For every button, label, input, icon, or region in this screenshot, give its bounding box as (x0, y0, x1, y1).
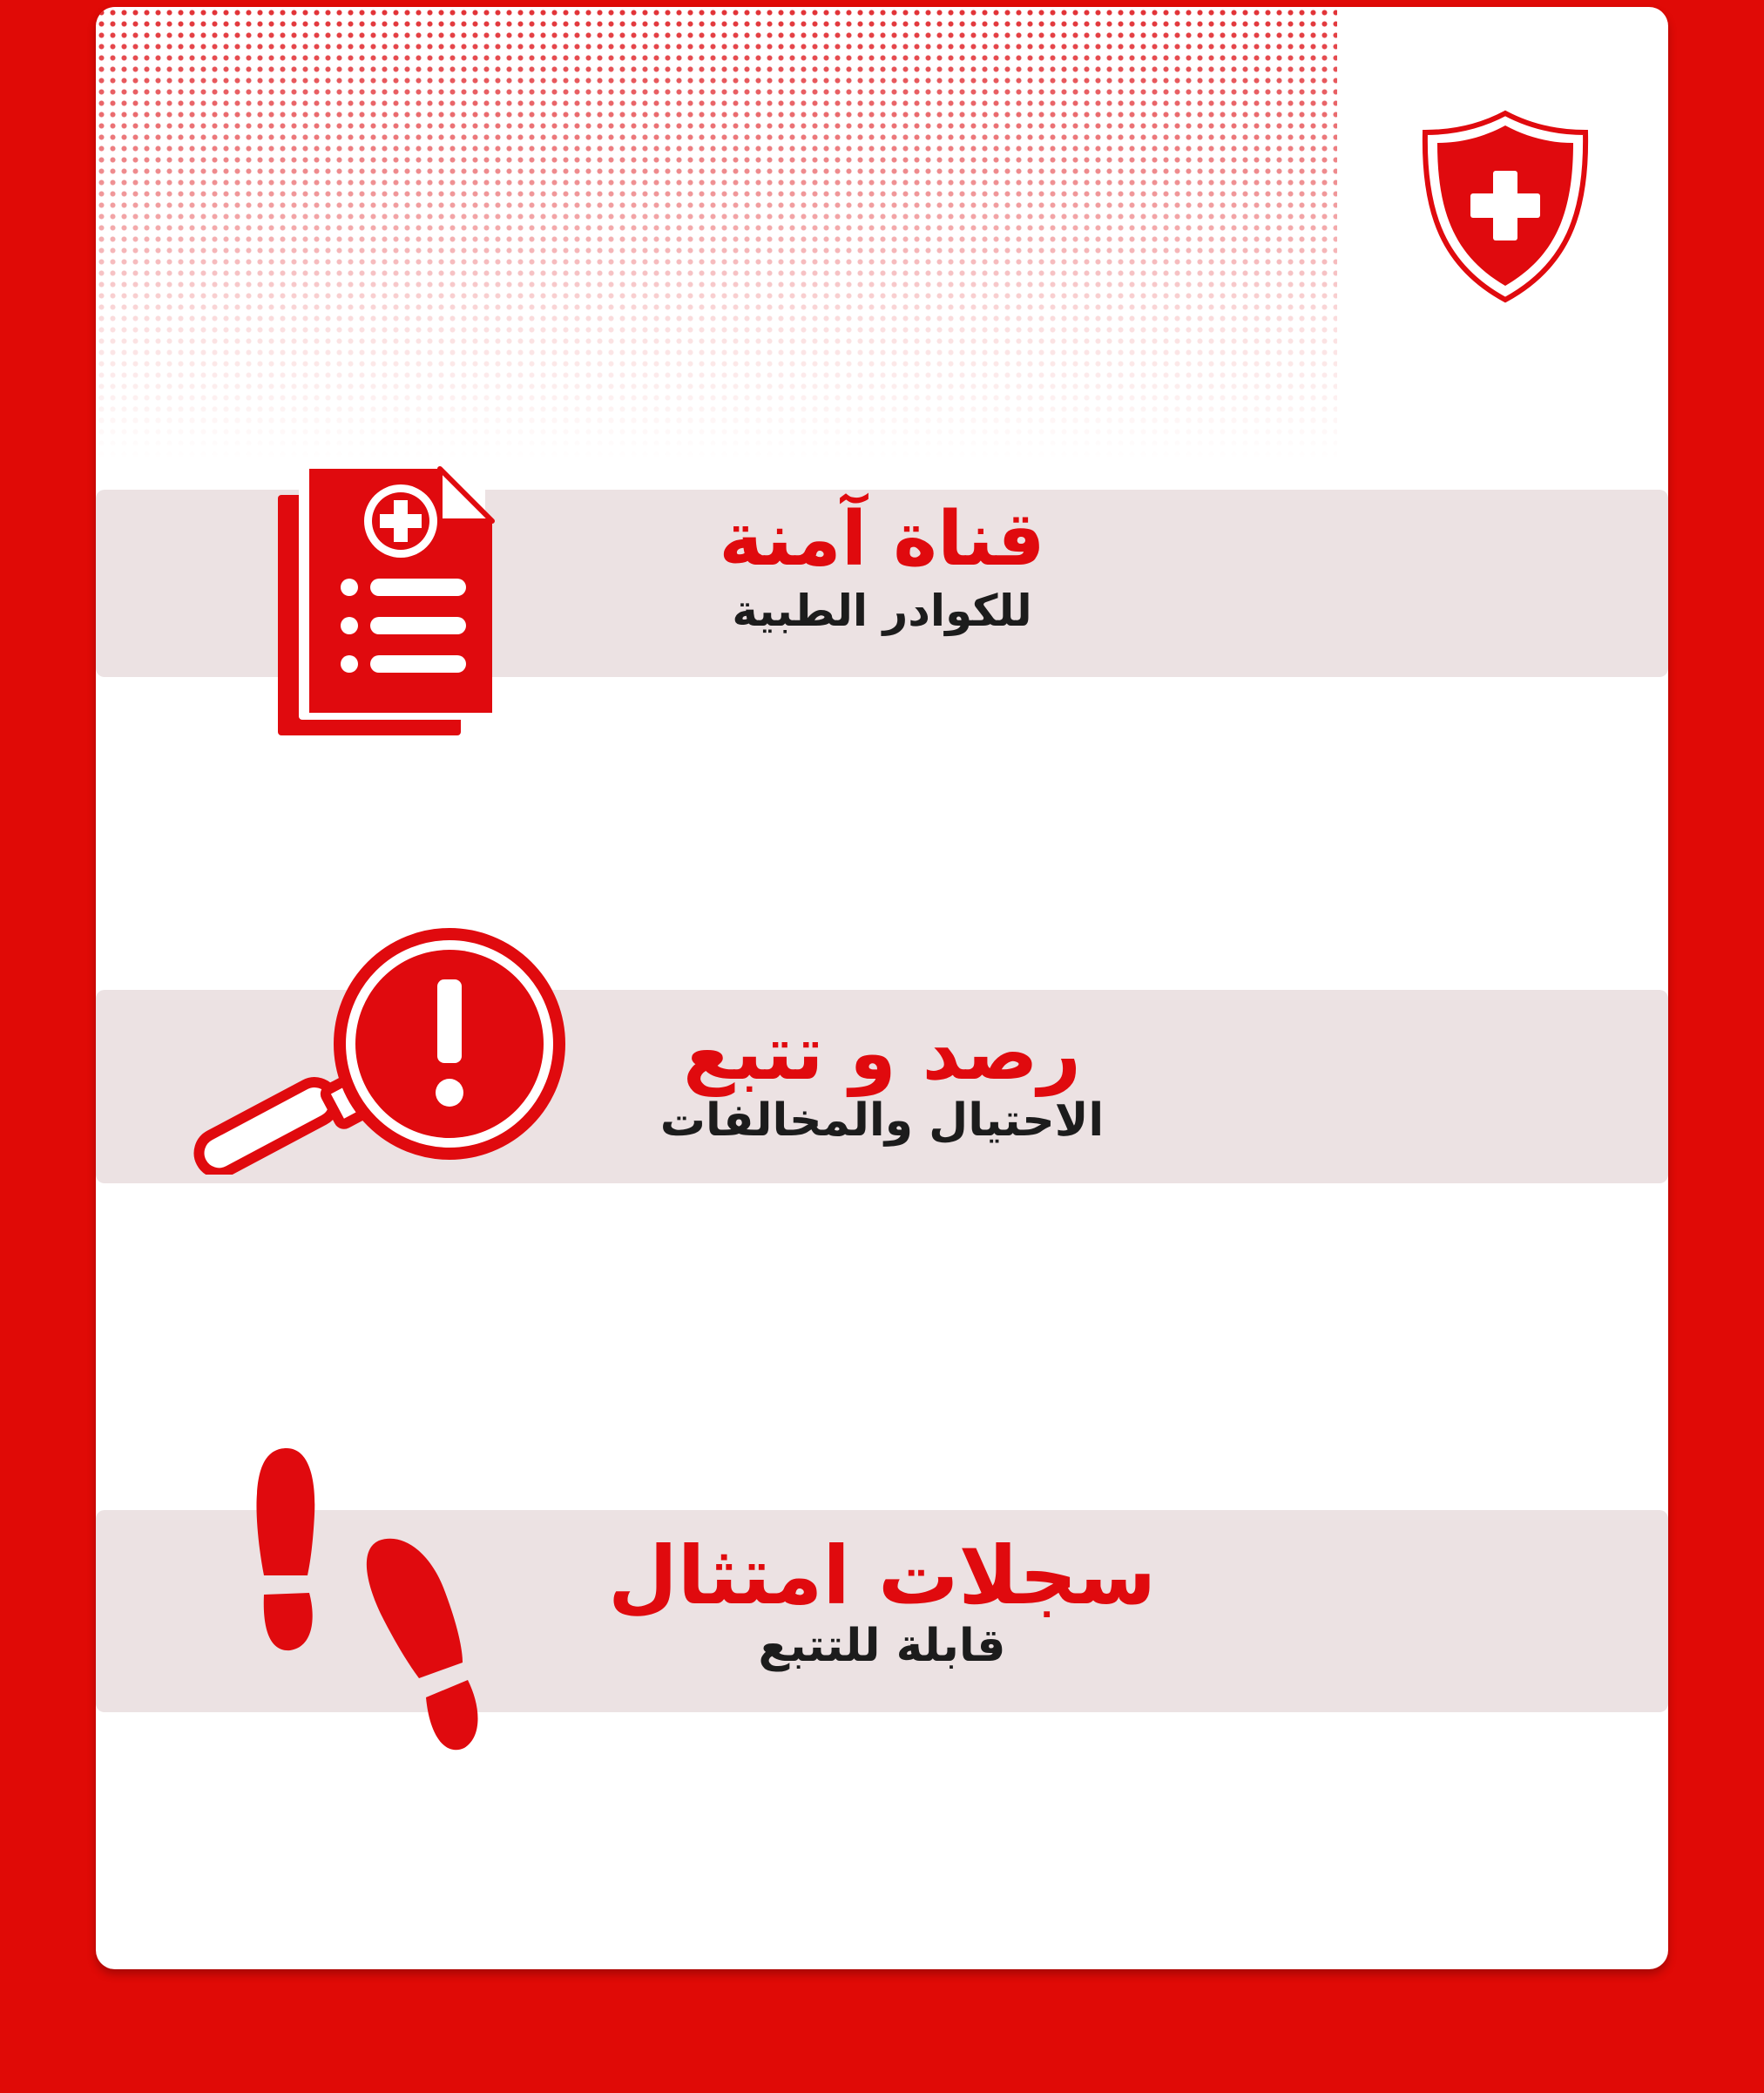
feature-title: قناة آمنة (719, 496, 1045, 583)
feature-subtitle: الاحتيال والمخالفات (659, 1094, 1105, 1147)
feature-title: رصد و تتبع (683, 1010, 1081, 1097)
magnifier-alert-icon (183, 922, 566, 1175)
feature-title: سجلات امتثال (607, 1529, 1157, 1622)
halftone-pattern (96, 7, 1337, 460)
shield-medical-cross-icon (1418, 110, 1592, 303)
medical-document-icon (274, 460, 501, 739)
footprints-icon (248, 1445, 510, 1776)
content-card (96, 7, 1668, 1969)
feature-subtitle: قابلة للتتبع (758, 1620, 1006, 1672)
feature-subtitle: للكوادر الطبية (732, 586, 1032, 636)
